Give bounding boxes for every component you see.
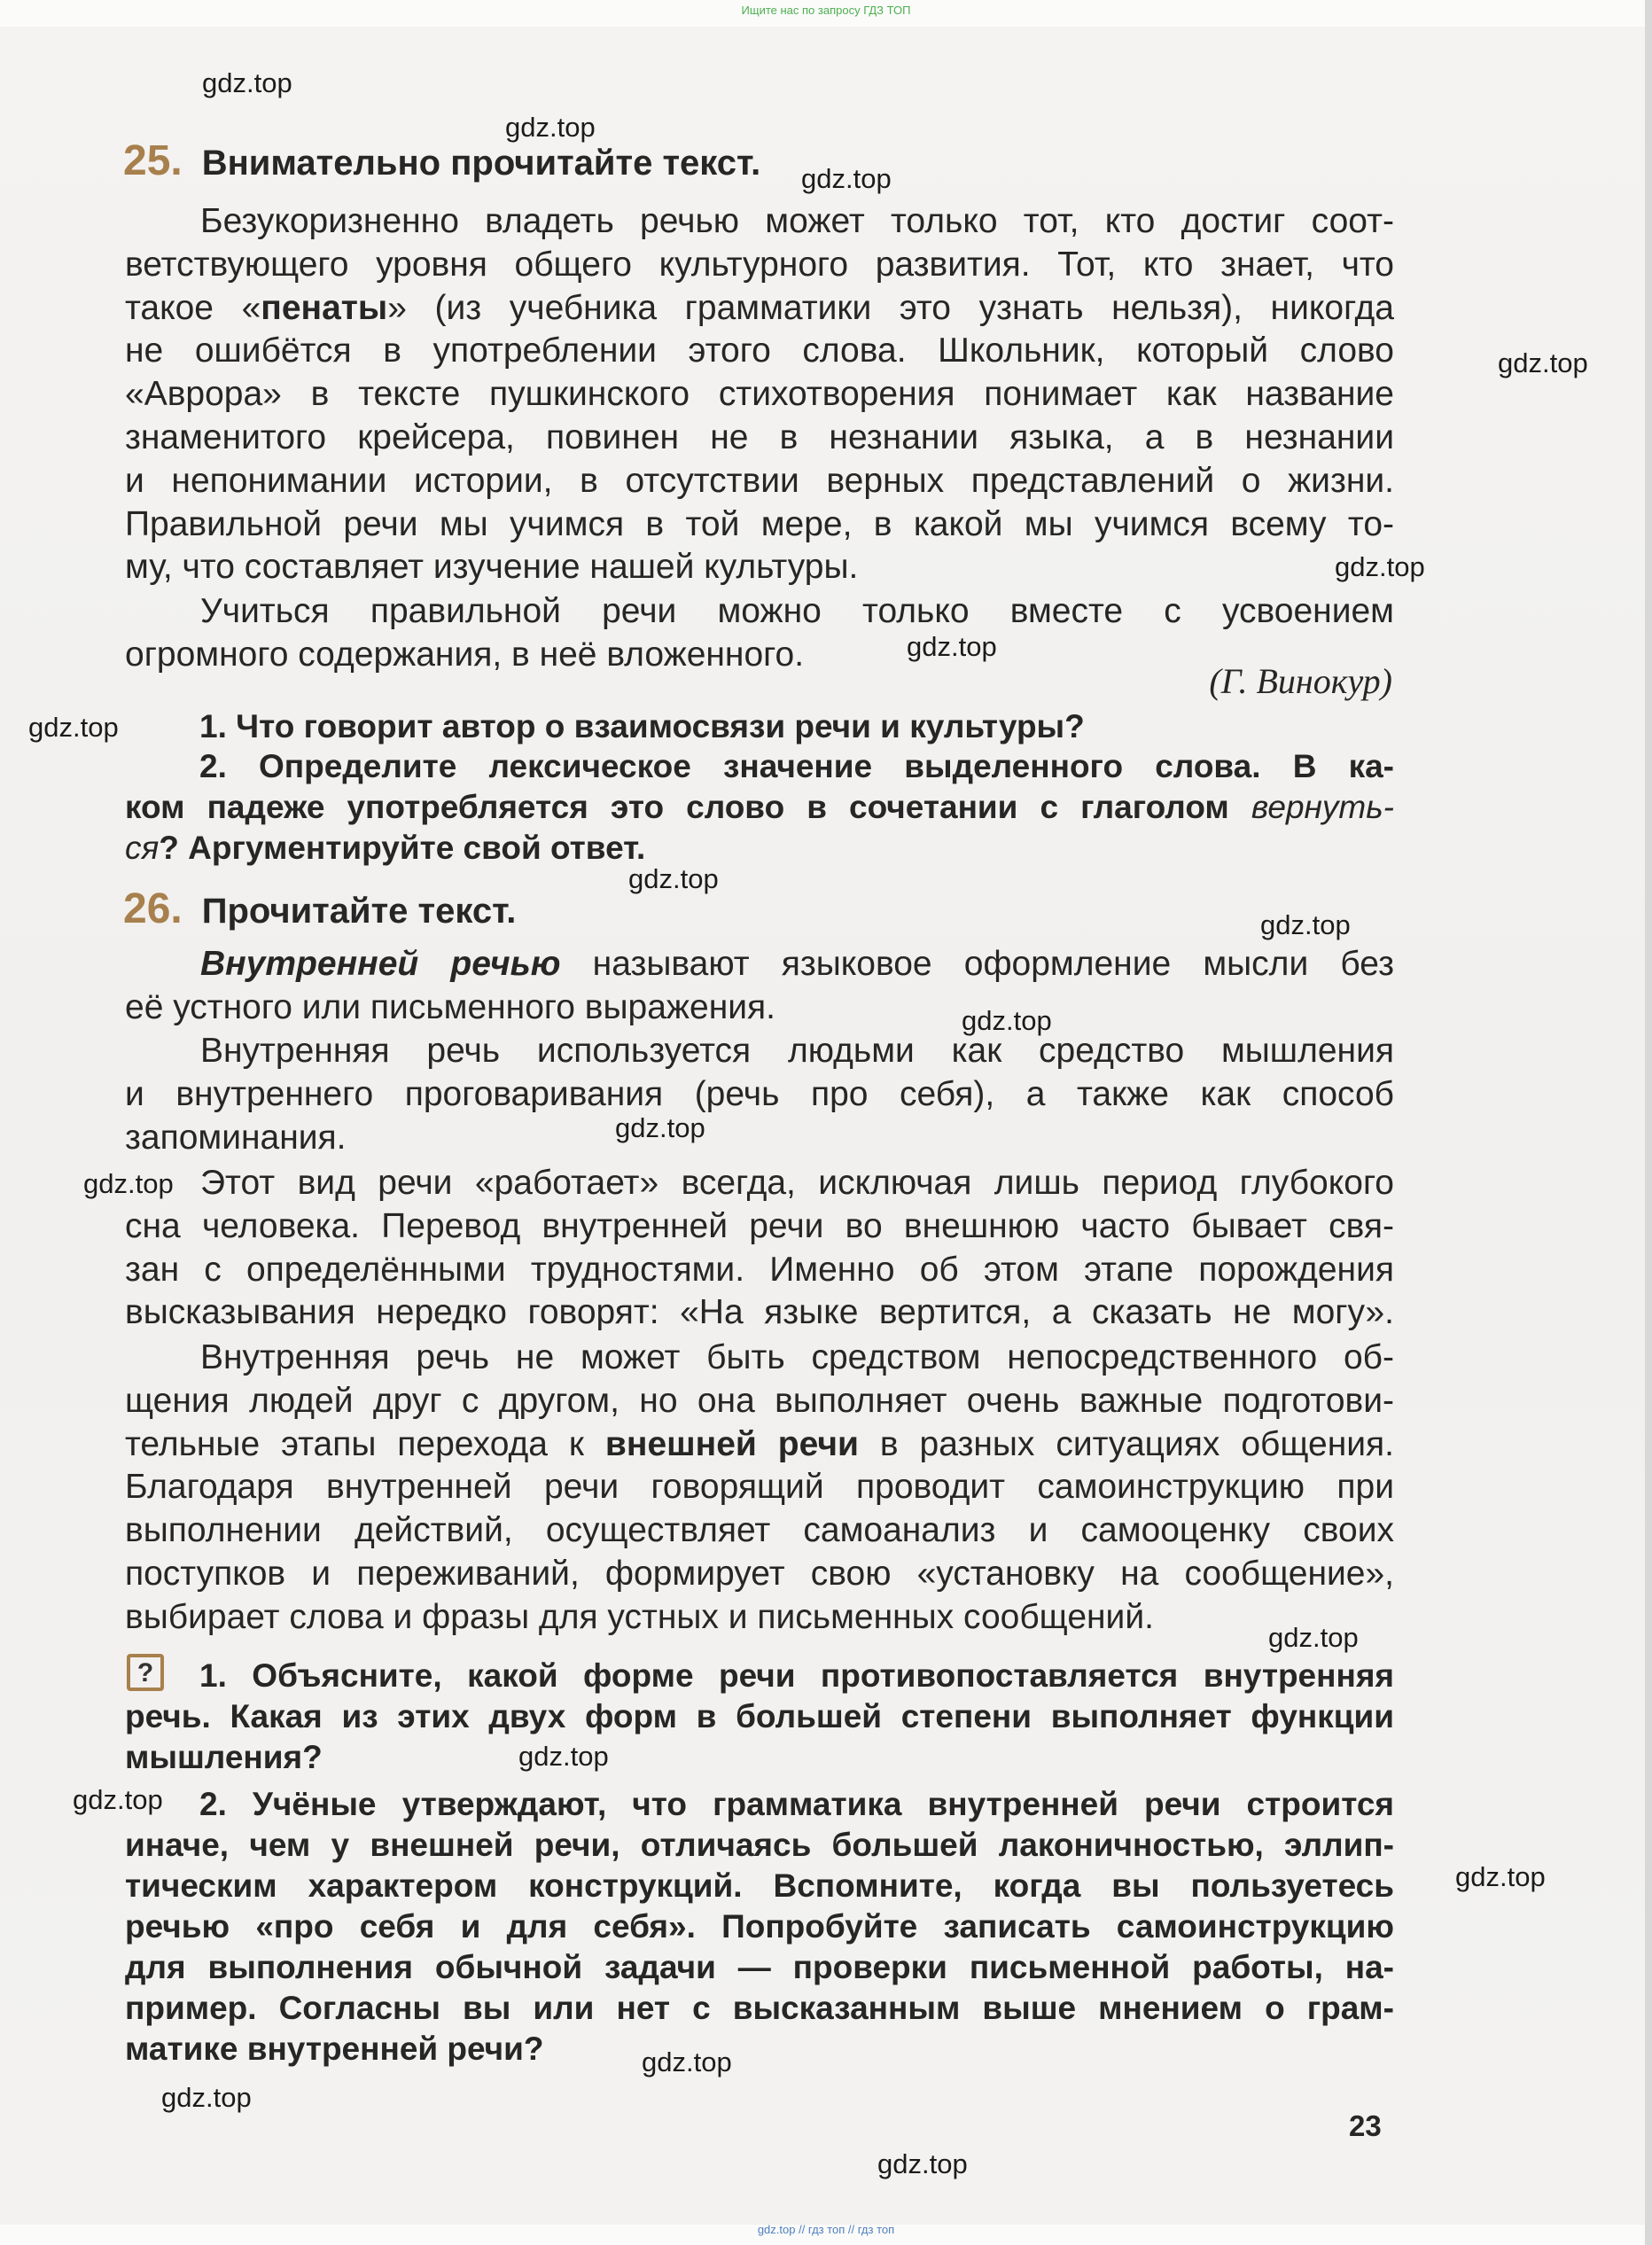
- watermark: gdz.top: [1455, 1861, 1546, 1892]
- watermark: gdz.top: [83, 1168, 174, 1199]
- exercise-number: 26.: [123, 885, 183, 932]
- watermark: gdz.top: [962, 1005, 1052, 1036]
- exercise-26-question-1: 1. Объясните, какой форме речи противопоставляется внутренняя речь. Какая из этих двух форм в большей степени выполняет функции мышления?: [125, 1657, 1394, 1775]
- page-number: 23: [1349, 2109, 1382, 2142]
- watermark: gdz.top: [628, 863, 719, 894]
- exercise-task: Прочитайте текст.: [201, 892, 517, 931]
- highlighted-term: внешней речи: [604, 1424, 859, 1463]
- exercise-26-question-2: 2. Учёные утверждают, что грамматика внутренней речи строится иначе, чем у внешней речи, отличаясь большей лаконичностью, эллип- тическим характером конструкций. Вспомните, когда вы пользуетесь речью «про себя и для себя». Попробуйте записать самоинструкцию для выполнения обычной задачи — проверки письменной работы, на- пример. Согласны вы или нет с высказанным выше мнением о грам- матике внутренней речи?: [125, 1786, 1394, 2067]
- exercise-25-question-2: 2. Определите лексическое значение выделенного слова. В ка- ком падеже употребляется это слово в сочетании с глаголом вернуть- ся? Аргументируйте свой ответ.: [125, 748, 1394, 866]
- watermark: gdz.top: [161, 2082, 252, 2113]
- exercise-25-paragraph-1: Безукоризненно владеть речью может только тот, кто достиг соот- ветствующего уровня общего культурного развития. Тот, кто знает, что такое «пенаты» (из учебника грамматики это узнать нельзя), никогда не ошибётся в употреблении этого слова. Школьник, который слово «Аврора» в тексте пушкинского стихотворения понимает как название знаменитого крейсера, повинен не в незнании языка, а в незнании и непонимании истории, в отсутствии верных представлений о жизни. Правильной речи мы учимся в той мере, в какой мы учимся всему то- му, что составляет изучение нашей культуры.: [125, 202, 1394, 587]
- highlighted-term: Внутренней речью: [200, 945, 561, 983]
- exercise-26-paragraph-1: Внутренней речью называют языковое оформление мысли без её устного или письменного выражения.: [125, 945, 1394, 1026]
- exercise-26-heading: [123, 885, 516, 933]
- bottom-banner[interactable]: gdz.top // гдз топ // гдз топ: [757, 2223, 895, 2236]
- watermark: gdz.top: [1268, 1622, 1359, 1653]
- watermark: gdz.top: [801, 163, 892, 194]
- page-edge: [1645, 0, 1652, 2245]
- exercise-25-heading: [123, 136, 760, 185]
- watermark: gdz.top: [73, 1784, 163, 1815]
- exercise-number: 25.: [123, 137, 183, 184]
- watermark: gdz.top: [28, 712, 119, 743]
- question-icon: ?: [127, 1654, 164, 1691]
- watermark: gdz.top: [877, 2148, 968, 2179]
- watermark: gdz.top: [1335, 551, 1425, 582]
- quote-author: (Г. Винокур): [1209, 661, 1392, 701]
- watermark: gdz.top: [518, 1741, 609, 1772]
- watermark: gdz.top: [202, 67, 292, 98]
- watermark: gdz.top: [907, 631, 997, 662]
- exercise-26-paragraph-4: Внутренняя речь не может быть средством непосредственного об- щения людей друг с другом, но она выполняет очень важные подготови- тельные этапы перехода к внешней речи в разных ситуациях общения. Благодаря внутренней речи говорящий проводит самоинструкцию при выполнении действий, осуществляет самоанализ и самооценку своих поступков и переживаний, формирует свою «установку на сообщение», выбирает слова и фразы для устных и письменных сообщений.: [125, 1338, 1394, 1636]
- watermark: gdz.top: [615, 1112, 705, 1143]
- exercise-26-paragraph-3: Этот вид речи «работает» всегда, исключая лишь период глубокого сна человека. Перевод внутренней речи во внешнюю часто бывает свя- зан с определёнными трудностями. Именно об этом этапе порождения высказывания нередко говорят: «На языке вертится, а сказать не могу».: [125, 1164, 1394, 1332]
- exercise-26-paragraph-2: Внутренняя речь используется людьми как средство мышления и внутреннего проговаривания (речь про себя), а также как способ запоминания.: [125, 1032, 1394, 1157]
- watermark: gdz.top: [1498, 347, 1588, 378]
- highlighted-word: пенаты: [261, 288, 388, 327]
- watermark: gdz.top: [505, 112, 596, 143]
- exercise-25-paragraph-2: Учиться правильной речи можно только вместе с усвоением огромного содержания, в неё вложенного.: [125, 592, 1394, 674]
- exercise-task: Внимательно прочитайте текст.: [201, 144, 761, 183]
- exercise-25-question-1: 1. Что говорит автор о взаимосвязи речи и культуры?: [199, 708, 1085, 744]
- watermark: gdz.top: [1260, 909, 1351, 940]
- top-banner[interactable]: Ищите нас по запросу ГДЗ ТОП: [741, 4, 911, 17]
- watermark: gdz.top: [642, 2046, 732, 2077]
